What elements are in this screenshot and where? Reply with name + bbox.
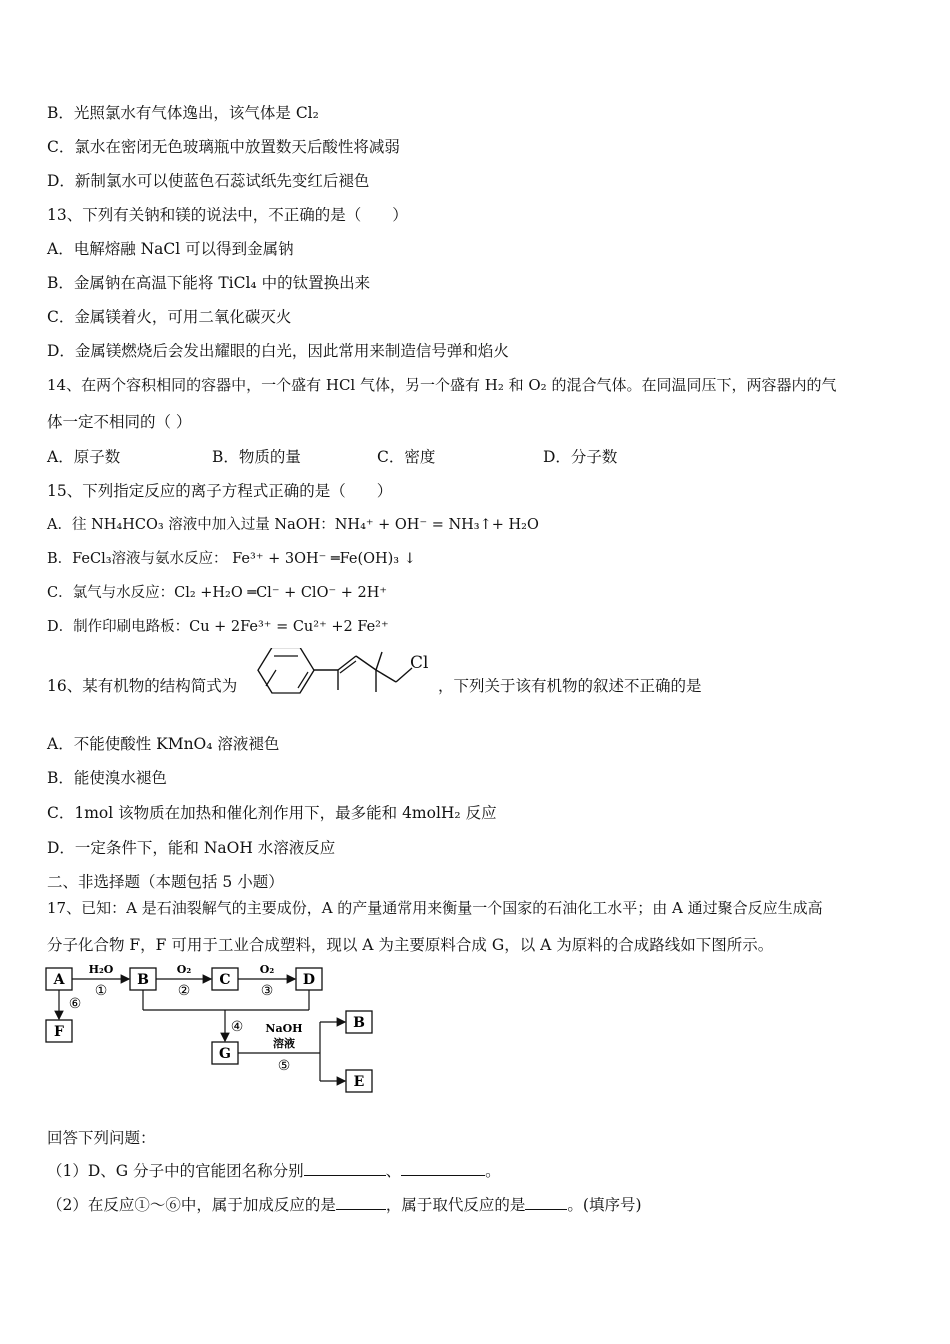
q12-option-d: D．新制氯水可以使蓝色石蕊试纸先变红后褪色 bbox=[47, 172, 370, 190]
q13-option-d: D．金属镁燃烧后会发出耀眼的白光，因此常用来制造信号弹和焰火 bbox=[47, 342, 509, 360]
sub1-text-post: 。 bbox=[485, 1162, 501, 1180]
sub2-text-mid: ，属于取代反应的是 bbox=[385, 1196, 526, 1214]
answer-intro: 回答下列问题： bbox=[47, 1129, 156, 1147]
q15-option-a: A．往 NH₄HCO₃ 溶液中加入过量 NaOH：NH₄⁺ + OH⁻ = NH₃↑+ H₂O bbox=[47, 517, 539, 533]
q17-stem-line1: 17、已知：A 是石油裂解气的主要成份，A 的产量通常用来衡量一个国家的石油化工水平；由 A 通过聚合反应生成高 bbox=[47, 899, 823, 917]
structural-formula bbox=[252, 648, 438, 698]
box-e-label: E bbox=[353, 1074, 365, 1090]
sub-question-1 bbox=[47, 1161, 501, 1181]
box-g-label: G bbox=[219, 1046, 231, 1062]
reaction-5-number: ⑤ bbox=[277, 1058, 291, 1074]
reagent-1: H₂O bbox=[88, 963, 114, 976]
reaction-4-number: ④ bbox=[230, 1019, 244, 1035]
q14-option-d: D．分子数 bbox=[543, 448, 618, 466]
sub1-text-pre: （1）D、G 分子中的官能团名称分别 bbox=[47, 1162, 304, 1180]
box-d-label: D bbox=[302, 972, 316, 988]
q14-option-b: B．物质的量 bbox=[212, 448, 301, 466]
reagent-5-line2: 溶液 bbox=[273, 1037, 295, 1050]
q16-option-a: A．不能使酸性 KMnO₄ 溶液褪色 bbox=[47, 735, 280, 753]
sub2-text-post: 。(填序号) bbox=[567, 1196, 642, 1214]
synthesis-route-diagram bbox=[40, 958, 380, 1098]
reaction-1-number: ① bbox=[94, 983, 108, 999]
q15-option-d: D．制作印刷电路板：Cu + 2Fe³⁺ = Cu²⁺ +2 Fe²⁺ bbox=[47, 619, 389, 635]
reagent-3: O₂ bbox=[259, 963, 275, 976]
reaction-2-number: ② bbox=[177, 983, 191, 999]
q16-option-c: C．1mol 该物质在加热和催化剂作用下，最多能和 4molH₂ 反应 bbox=[47, 804, 497, 822]
q15-stem: 15、下列指定反应的离子方程式正确的是（ ） bbox=[47, 482, 393, 500]
reaction-3-number: ③ bbox=[260, 983, 274, 999]
q12-option-b: B．光照氯水有气体逸出，该气体是 Cl₂ bbox=[47, 104, 319, 122]
sub2-text-pre: （2）在反应①～⑥中，属于加成反应的是 bbox=[47, 1196, 336, 1214]
box-a-label: A bbox=[53, 972, 65, 988]
reagent-5-line1: NaOH bbox=[265, 1022, 303, 1035]
section-2-heading: 二、非选择题（本题包括 5 小题） bbox=[47, 873, 284, 891]
q16-option-b: B．能使溴水褪色 bbox=[47, 769, 167, 787]
q17-stem-line2: 分子化合物 F，F 可用于工业合成塑料，现以 A 为主要原料合成 G，以 A 为原料的合成路线如下图所示。 bbox=[47, 936, 774, 954]
q13-option-c: C．金属镁着火，可用二氧化碳灭火 bbox=[47, 308, 292, 326]
q16-stem-post: ，下列关于该有机物的叙述不正确的是 bbox=[438, 677, 702, 695]
reaction-6-number: ⑥ bbox=[68, 996, 82, 1012]
sub1-text-mid: 、 bbox=[385, 1162, 402, 1180]
box-b2-label: B bbox=[353, 1015, 365, 1031]
box-f-label: F bbox=[54, 1024, 64, 1040]
q15-option-c: C．氯气与水反应：Cl₂ +H₂O ═Cl⁻ + ClO⁻ + 2H⁺ bbox=[47, 585, 387, 601]
q12-option-c: C．氯水在密闭无色玻璃瓶中放置数天后酸性将减弱 bbox=[47, 138, 400, 156]
chlorine-label: Cl bbox=[410, 653, 429, 673]
q13-option-a: A．电解熔融 NaCl 可以得到金属钠 bbox=[47, 240, 294, 258]
q14-option-a: A．原子数 bbox=[47, 448, 121, 466]
q14-stem-line1: 14、在两个容积相同的容器中，一个盛有 HCl 气体，另一个盛有 H₂ 和 O₂ 的混合气体。在同温同压下，两容器内的气 bbox=[47, 376, 837, 394]
q14-option-c: C．密度 bbox=[377, 448, 436, 466]
q16-option-d: D．一定条件下，能和 NaOH 水溶液反应 bbox=[47, 839, 336, 857]
sub-question-2 bbox=[47, 1195, 642, 1215]
box-c-label: C bbox=[219, 972, 231, 988]
blank-d-functional-group[interactable] bbox=[304, 1161, 386, 1176]
box-b-label: B bbox=[137, 972, 149, 988]
q13-stem: 13、下列有关钠和镁的说法中，不正确的是（ ） bbox=[47, 206, 408, 224]
blank-addition-reactions[interactable] bbox=[336, 1195, 386, 1210]
blank-g-functional-group[interactable] bbox=[401, 1161, 485, 1176]
q15-option-b: B．FeCl₃溶液与氨水反应： Fe³⁺ + 3OH⁻ ═Fe(OH)₃ ↓ bbox=[47, 551, 416, 567]
q14-stem-line2: 体一定不相同的（ ） bbox=[47, 413, 192, 431]
reagent-2: O₂ bbox=[176, 963, 192, 976]
q16-stem-pre: 16、某有机物的结构简式为 bbox=[47, 677, 238, 695]
blank-substitution-reactions[interactable] bbox=[525, 1195, 567, 1210]
q13-option-b: B．金属钠在高温下能将 TiCl₄ 中的钛置换出来 bbox=[47, 274, 371, 292]
